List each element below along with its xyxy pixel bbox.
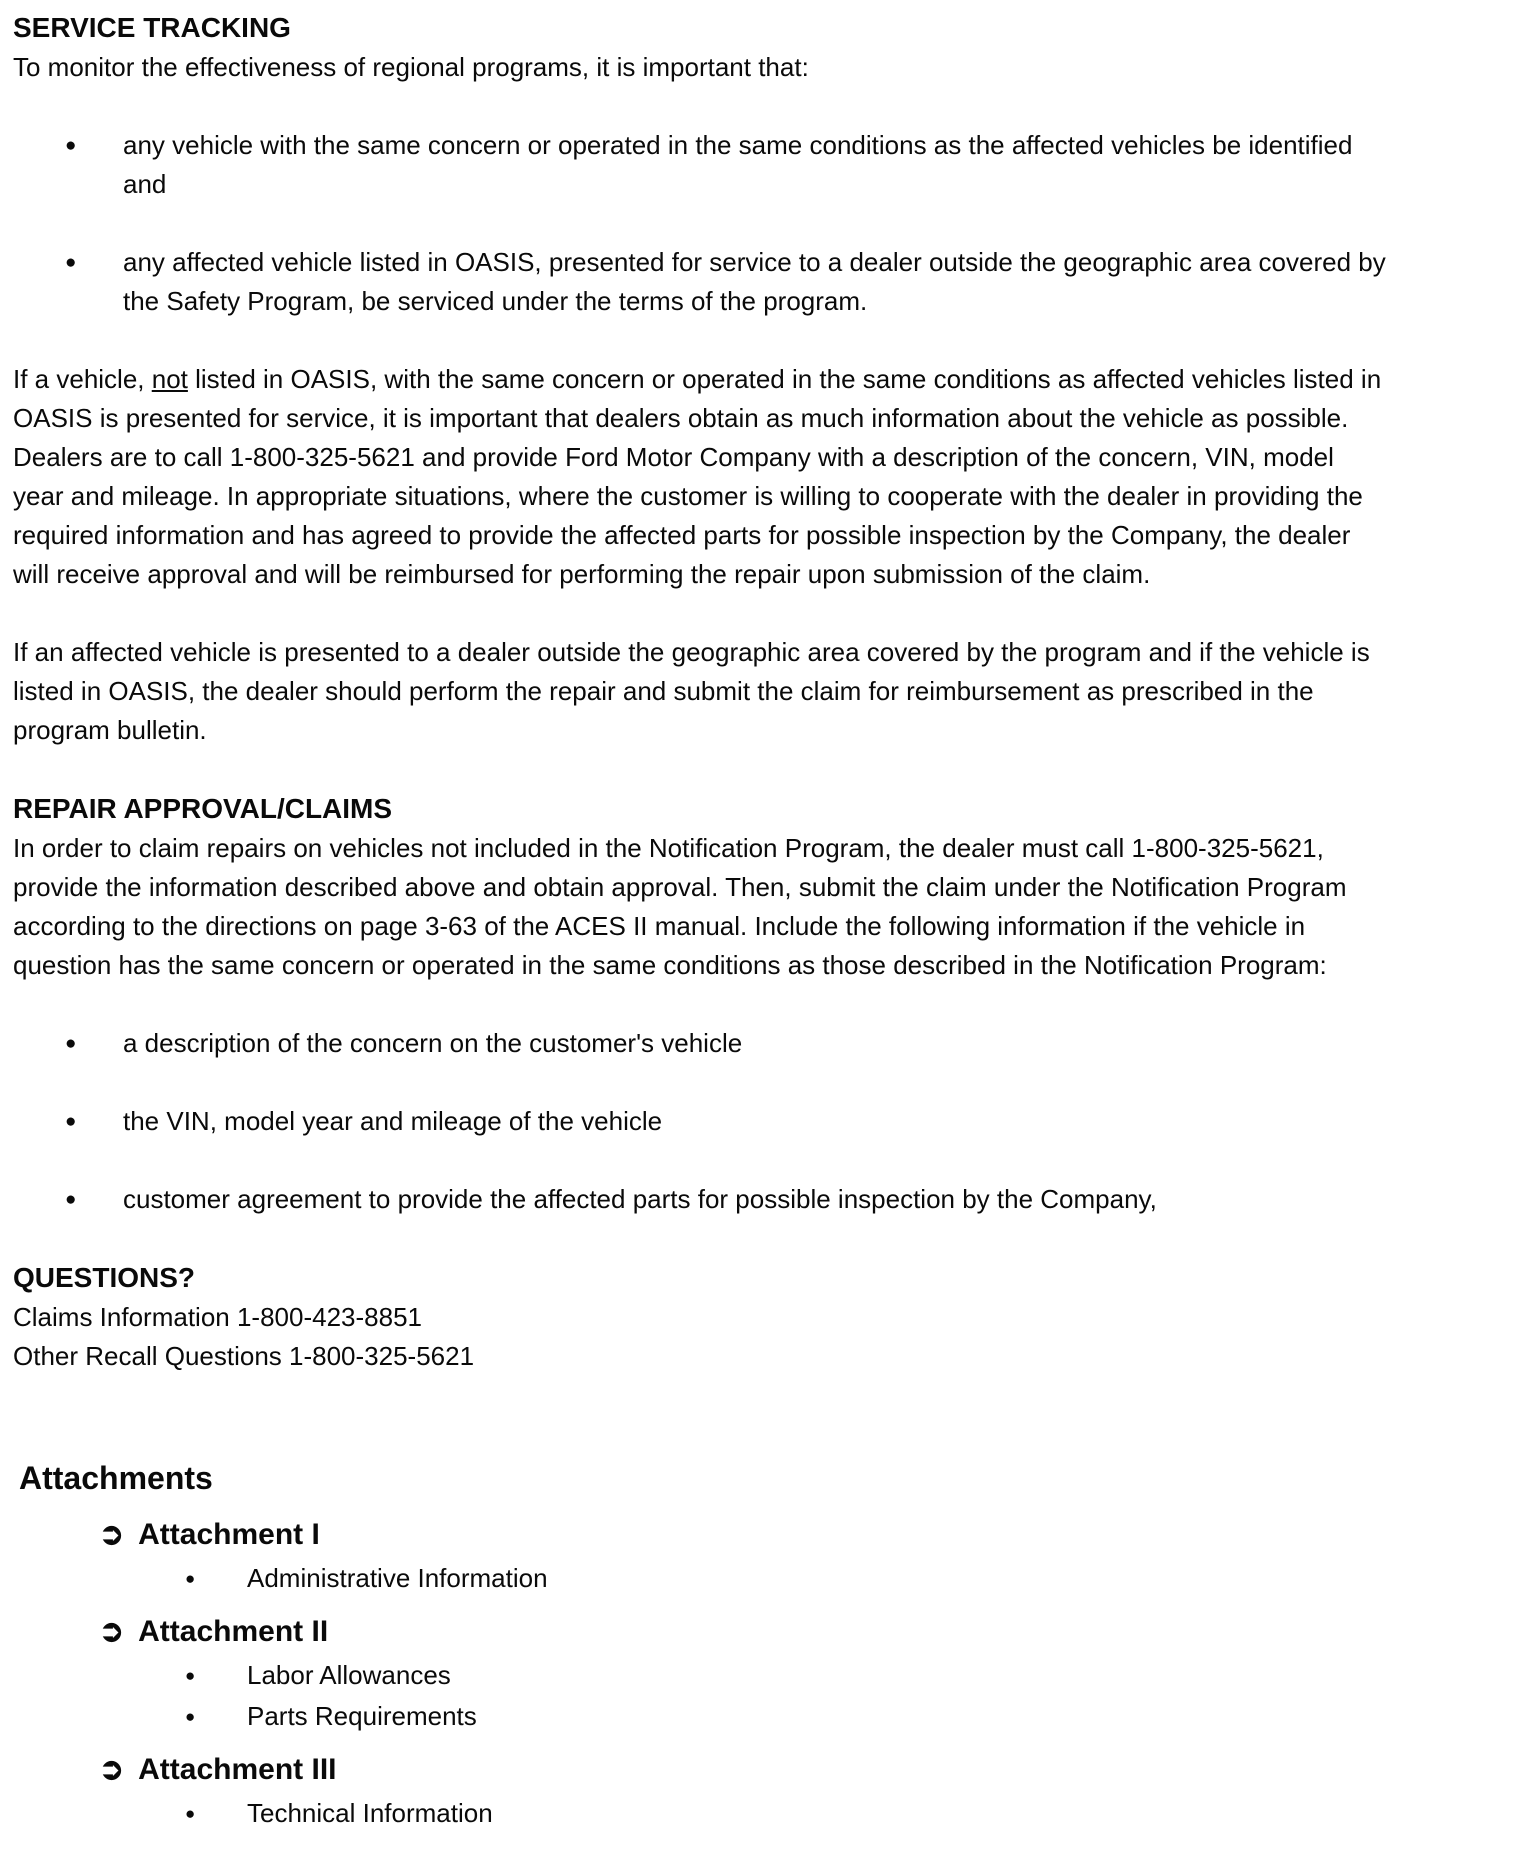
attachment-subitem: Parts Requirements xyxy=(247,1701,477,1731)
bullet-text: customer agreement to provide the affected parts for possible inspection by the Company, xyxy=(123,1184,1157,1214)
circled-arrow-icon: ➲ xyxy=(99,1518,125,1551)
section-heading-repair-approval: REPAIR APPROVAL/CLAIMS xyxy=(13,793,393,824)
attachment-group xyxy=(13,1749,1480,1832)
underlined-word: not xyxy=(151,364,188,394)
bullet-icon: ● xyxy=(65,252,77,273)
bullet-icon: ● xyxy=(185,1666,196,1685)
bullet-text: any affected vehicle listed in OASIS, presented for service to a dealer outside the geographic area covered by the Safety Program, be serviced under the terms of the program. xyxy=(123,247,1386,316)
list-item xyxy=(13,1560,1480,1597)
claims-information-line: Claims Information 1-800-423-8851 xyxy=(13,1302,422,1332)
section-heading-service-tracking: SERVICE TRACKING xyxy=(13,12,291,43)
attachment-label: Attachment II xyxy=(138,1615,329,1648)
bullet-icon: ● xyxy=(185,1707,196,1726)
list-item xyxy=(13,1795,1480,1832)
other-recall-questions-line: Other Recall Questions 1-800-325-5621 xyxy=(13,1341,475,1371)
bullet-text: any vehicle with the same concern or operated in the same conditions as the affected vehicles be identified and xyxy=(123,130,1353,199)
attachment-subitem: Technical Information xyxy=(247,1798,493,1828)
section-heading-questions: QUESTIONS? xyxy=(13,1262,196,1293)
bullet-icon: ● xyxy=(65,135,77,156)
list-item xyxy=(13,1024,1391,1063)
bullet-icon: ● xyxy=(65,1189,77,1210)
attachment-label: Attachment I xyxy=(138,1518,320,1551)
attachment-label: Attachment III xyxy=(138,1753,337,1786)
list-item xyxy=(13,1180,1391,1219)
attachment-subitem: Labor Allowances xyxy=(247,1660,451,1690)
attachment-group xyxy=(13,1611,1480,1735)
service-tracking-intro: To monitor the effectiveness of regional programs, it is important that: xyxy=(13,52,809,82)
paragraph-segment: If a vehicle, xyxy=(13,364,152,394)
paragraph-segment: listed in OASIS, with the same concern or operated in the same conditions as affected vehicles listed in OASIS is presented for service, it is important that dealers obtain as much information about the vehicle as possible. Dealers are to call 1-800-325-5621 and provide Ford Motor Company with a description of the concern, VIN, model year and mileage. In appropriate situations, where the customer is willing to cooperate with the dealer in providing the required information and has agreed to provide the affected parts for possible inspection by the Company, the dealer will receive approval and will be reimbursed for performing the repair upon submission of the claim. xyxy=(13,364,1382,589)
list-item xyxy=(13,1102,1391,1141)
bullet-icon: ● xyxy=(185,1569,196,1588)
list-item xyxy=(13,126,1391,204)
circled-arrow-icon: ➲ xyxy=(99,1753,125,1786)
bullet-icon: ● xyxy=(185,1804,196,1823)
bullet-icon: ● xyxy=(65,1033,77,1054)
attachment-title-row xyxy=(13,1611,1480,1653)
repair-approval-paragraph: In order to claim repairs on vehicles not included in the Notification Program, the dealer must call 1-800-325-5621, provide the information described above and obtain approval. Then, submit the claim under the Notification Program according to the directions on page 3-63 of the ACES II manual. Include the following information if the vehicle in question has the same concern or operated in the same conditions as those described in the Notification Program: xyxy=(13,833,1347,980)
circled-arrow-icon: ➲ xyxy=(99,1615,125,1648)
bullet-icon: ● xyxy=(65,1111,77,1132)
bullet-text: the VIN, model year and mileage of the vehicle xyxy=(123,1106,663,1136)
paragraph: If an affected vehicle is presented to a dealer outside the geographic area covered by the program and if the vehicle is listed in OASIS, the dealer should perform the repair and submit the claim for reimbursement as prescribed in the program bulletin. xyxy=(13,637,1370,745)
paragraph xyxy=(13,360,1391,594)
bullet-text: a description of the concern on the customer's vehicle xyxy=(123,1028,743,1058)
attachments-heading: Attachments xyxy=(19,1460,213,1496)
attachment-subitem: Administrative Information xyxy=(247,1563,548,1593)
list-item xyxy=(13,243,1391,321)
attachment-group xyxy=(13,1514,1480,1597)
list-item xyxy=(13,1657,1480,1694)
attachment-title-row xyxy=(13,1749,1480,1791)
attachment-title-row xyxy=(13,1514,1480,1556)
list-item xyxy=(13,1698,1480,1735)
